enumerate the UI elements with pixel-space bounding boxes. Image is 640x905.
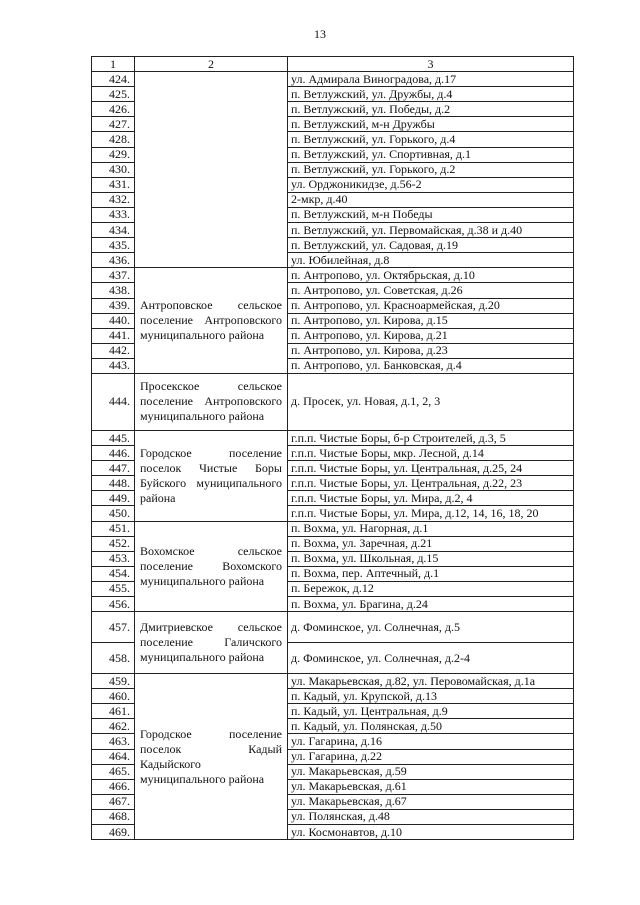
address-cell: п. Ветлужский, м-н Победы: [288, 207, 574, 222]
row-number: 452.: [92, 536, 135, 551]
address-cell: п. Антропово, ул. Октябрьская, д.10: [288, 268, 574, 283]
row-number: 464.: [92, 749, 135, 764]
row-number: 425.: [92, 87, 135, 102]
row-number: 459.: [92, 674, 135, 689]
row-number: 441.: [92, 328, 135, 343]
municipality-cell: Дмитриевское сельское поселение Галичского муниципального района: [135, 612, 288, 674]
municipality-cell: Просекское сельское поселение Антроповского муниципального района: [135, 373, 288, 430]
address-cell: п. Кадый, ул. Центральная, д.9: [288, 704, 574, 719]
address-cell: ул. Полянская, д.48: [288, 809, 574, 824]
row-number: 444.: [92, 373, 135, 430]
row-number: 438.: [92, 283, 135, 298]
address-cell: г.п.п. Чистые Боры, б-р Строителей, д.3, 5: [288, 430, 574, 445]
address-cell: ул. Макарьевская, д.82, ул. Перовомайская, д.1а: [288, 674, 574, 689]
address-cell: п. Антропово, ул. Советская, д.26: [288, 283, 574, 298]
address-cell: п. Вохма, ул. Нагорная, д.1: [288, 521, 574, 536]
address-cell: п. Антропово, ул. Красноармейская, д.20: [288, 298, 574, 313]
address-cell: ул. Юбилейная, д.8: [288, 253, 574, 268]
address-cell: п. Ветлужский, ул. Горького, д.4: [288, 132, 574, 147]
address-cell: п. Антропово, ул. Кирова, д.15: [288, 313, 574, 328]
address-cell: ул. Гагарина, д.16: [288, 734, 574, 749]
address-cell: п. Вохма, ул. Заречная, д.21: [288, 536, 574, 551]
row-number: 431.: [92, 177, 135, 192]
address-cell: г.п.п. Чистые Боры, мкр. Лесной, д.14: [288, 446, 574, 461]
address-cell: д. Фоминское, ул. Солнечная, д.5: [288, 612, 574, 643]
row-number: 465.: [92, 764, 135, 779]
row-number: 424.: [92, 72, 135, 87]
address-cell: д. Просек, ул. Новая, д.1, 2, 3: [288, 373, 574, 430]
address-cell: ул. Макарьевская, д.61: [288, 779, 574, 794]
table-row: [92, 373, 574, 430]
address-cell: п. Вохма, ул. Брагина, д.24: [288, 597, 574, 612]
address-cell: п. Ветлужский, ул. Дружбы, д.4: [288, 87, 574, 102]
table-row: [92, 430, 574, 445]
row-number: 453.: [92, 551, 135, 566]
address-cell: п. Бережок, д.12: [288, 581, 574, 596]
table-row: [92, 521, 574, 536]
table-row: [92, 268, 574, 283]
row-number: 457.: [92, 612, 135, 643]
row-number: 451.: [92, 521, 135, 536]
address-cell: п. Ветлужский, ул. Первомайская, д.38 и д.40: [288, 223, 574, 238]
row-number: 467.: [92, 794, 135, 809]
row-number: 443.: [92, 358, 135, 373]
address-cell: п. Ветлужский, ул. Спортивная, д.1: [288, 147, 574, 162]
address-cell: п. Антропово, ул. Банковская, д.4: [288, 358, 574, 373]
row-number: 460.: [92, 689, 135, 704]
page-number: 13: [314, 27, 326, 41]
row-number: 437.: [92, 268, 135, 283]
row-number: 450.: [92, 506, 135, 521]
address-cell: п. Антропово, ул. Кирова, д.23: [288, 343, 574, 358]
row-number: 445.: [92, 430, 135, 445]
address-cell: п. Вохма, ул. Школьная, д.15: [288, 551, 574, 566]
row-number: 448.: [92, 476, 135, 491]
table-header-row: [92, 57, 574, 72]
address-cell: п. Ветлужский, ул. Победы, д.2: [288, 102, 574, 117]
row-number: 440.: [92, 313, 135, 328]
row-number: 428.: [92, 132, 135, 147]
address-cell: ул. Макарьевская, д.67: [288, 794, 574, 809]
address-cell: п. Ветлужский, м-н Дружбы: [288, 117, 574, 132]
address-cell: ул. Космонавтов, д.10: [288, 825, 574, 840]
row-number: 454.: [92, 566, 135, 581]
address-cell: ул. Орджоникидзе, д.56-2: [288, 177, 574, 192]
row-number: 447.: [92, 461, 135, 476]
municipality-cell: [135, 72, 288, 268]
address-cell: п. Вохма, пер. Аптечный, д.1: [288, 566, 574, 581]
row-number: 439.: [92, 298, 135, 313]
address-cell: п. Кадый, ул. Полянская, д.50: [288, 719, 574, 734]
row-number: 442.: [92, 343, 135, 358]
row-number: 468.: [92, 809, 135, 824]
column-header-1: 1: [92, 57, 135, 72]
row-number: 456.: [92, 597, 135, 612]
row-number: 461.: [92, 704, 135, 719]
row-number: 469.: [92, 825, 135, 840]
municipality-cell: Вохомское сельское поселение Вохомского муниципального района: [135, 521, 288, 612]
table-row: [92, 674, 574, 689]
row-number: 446.: [92, 446, 135, 461]
row-number: 426.: [92, 102, 135, 117]
address-cell: п. Ветлужский, ул. Горького, д.2: [288, 162, 574, 177]
column-header-3: 3: [288, 57, 574, 72]
row-number: 466.: [92, 779, 135, 794]
address-cell: г.п.п. Чистые Боры, ул. Центральная, д.25, 24: [288, 461, 574, 476]
addresses-table: [91, 56, 574, 840]
row-number: 455.: [92, 581, 135, 596]
address-cell: п. Антропово, ул. Кирова, д.21: [288, 328, 574, 343]
row-number: 429.: [92, 147, 135, 162]
row-number: 430.: [92, 162, 135, 177]
table-row: [92, 612, 574, 643]
municipality-cell: Городское поселение поселок Чистые Боры Буйского муниципального района: [135, 430, 288, 521]
column-header-2: 2: [135, 57, 288, 72]
address-cell: ул. Адмирала Виноградова, д.17: [288, 72, 574, 87]
municipality-cell: Антроповское сельское поселение Антроповского муниципального района: [135, 268, 288, 374]
address-cell: 2-мкр, д.40: [288, 192, 574, 207]
row-number: 432.: [92, 192, 135, 207]
address-cell: ул. Макарьевская, д.59: [288, 764, 574, 779]
address-cell: п. Кадый, ул. Крупской, д.13: [288, 689, 574, 704]
address-cell: п. Ветлужский, ул. Садовая, д.19: [288, 238, 574, 253]
table-row: [92, 72, 574, 87]
address-cell: г.п.п. Чистые Боры, ул. Центральная, д.22, 23: [288, 476, 574, 491]
row-number: 433.: [92, 207, 135, 222]
row-number: 463.: [92, 734, 135, 749]
address-cell: г.п.п. Чистые Боры, ул. Мира, д.12, 14, 16, 18, 20: [288, 506, 574, 521]
address-cell: г.п.п. Чистые Боры, ул. Мира, д.2, 4: [288, 491, 574, 506]
row-number: 462.: [92, 719, 135, 734]
address-cell: ул. Гагарина, д.22: [288, 749, 574, 764]
row-number: 427.: [92, 117, 135, 132]
row-number: 436.: [92, 253, 135, 268]
row-number: 435.: [92, 238, 135, 253]
row-number: 449.: [92, 491, 135, 506]
address-cell: д. Фоминское, ул. Солнечная, д.2-4: [288, 643, 574, 674]
municipality-cell: Городское поселение поселок Кадый Кадыйского муниципального района: [135, 674, 288, 840]
row-number: 434.: [92, 223, 135, 238]
row-number: 458.: [92, 643, 135, 674]
